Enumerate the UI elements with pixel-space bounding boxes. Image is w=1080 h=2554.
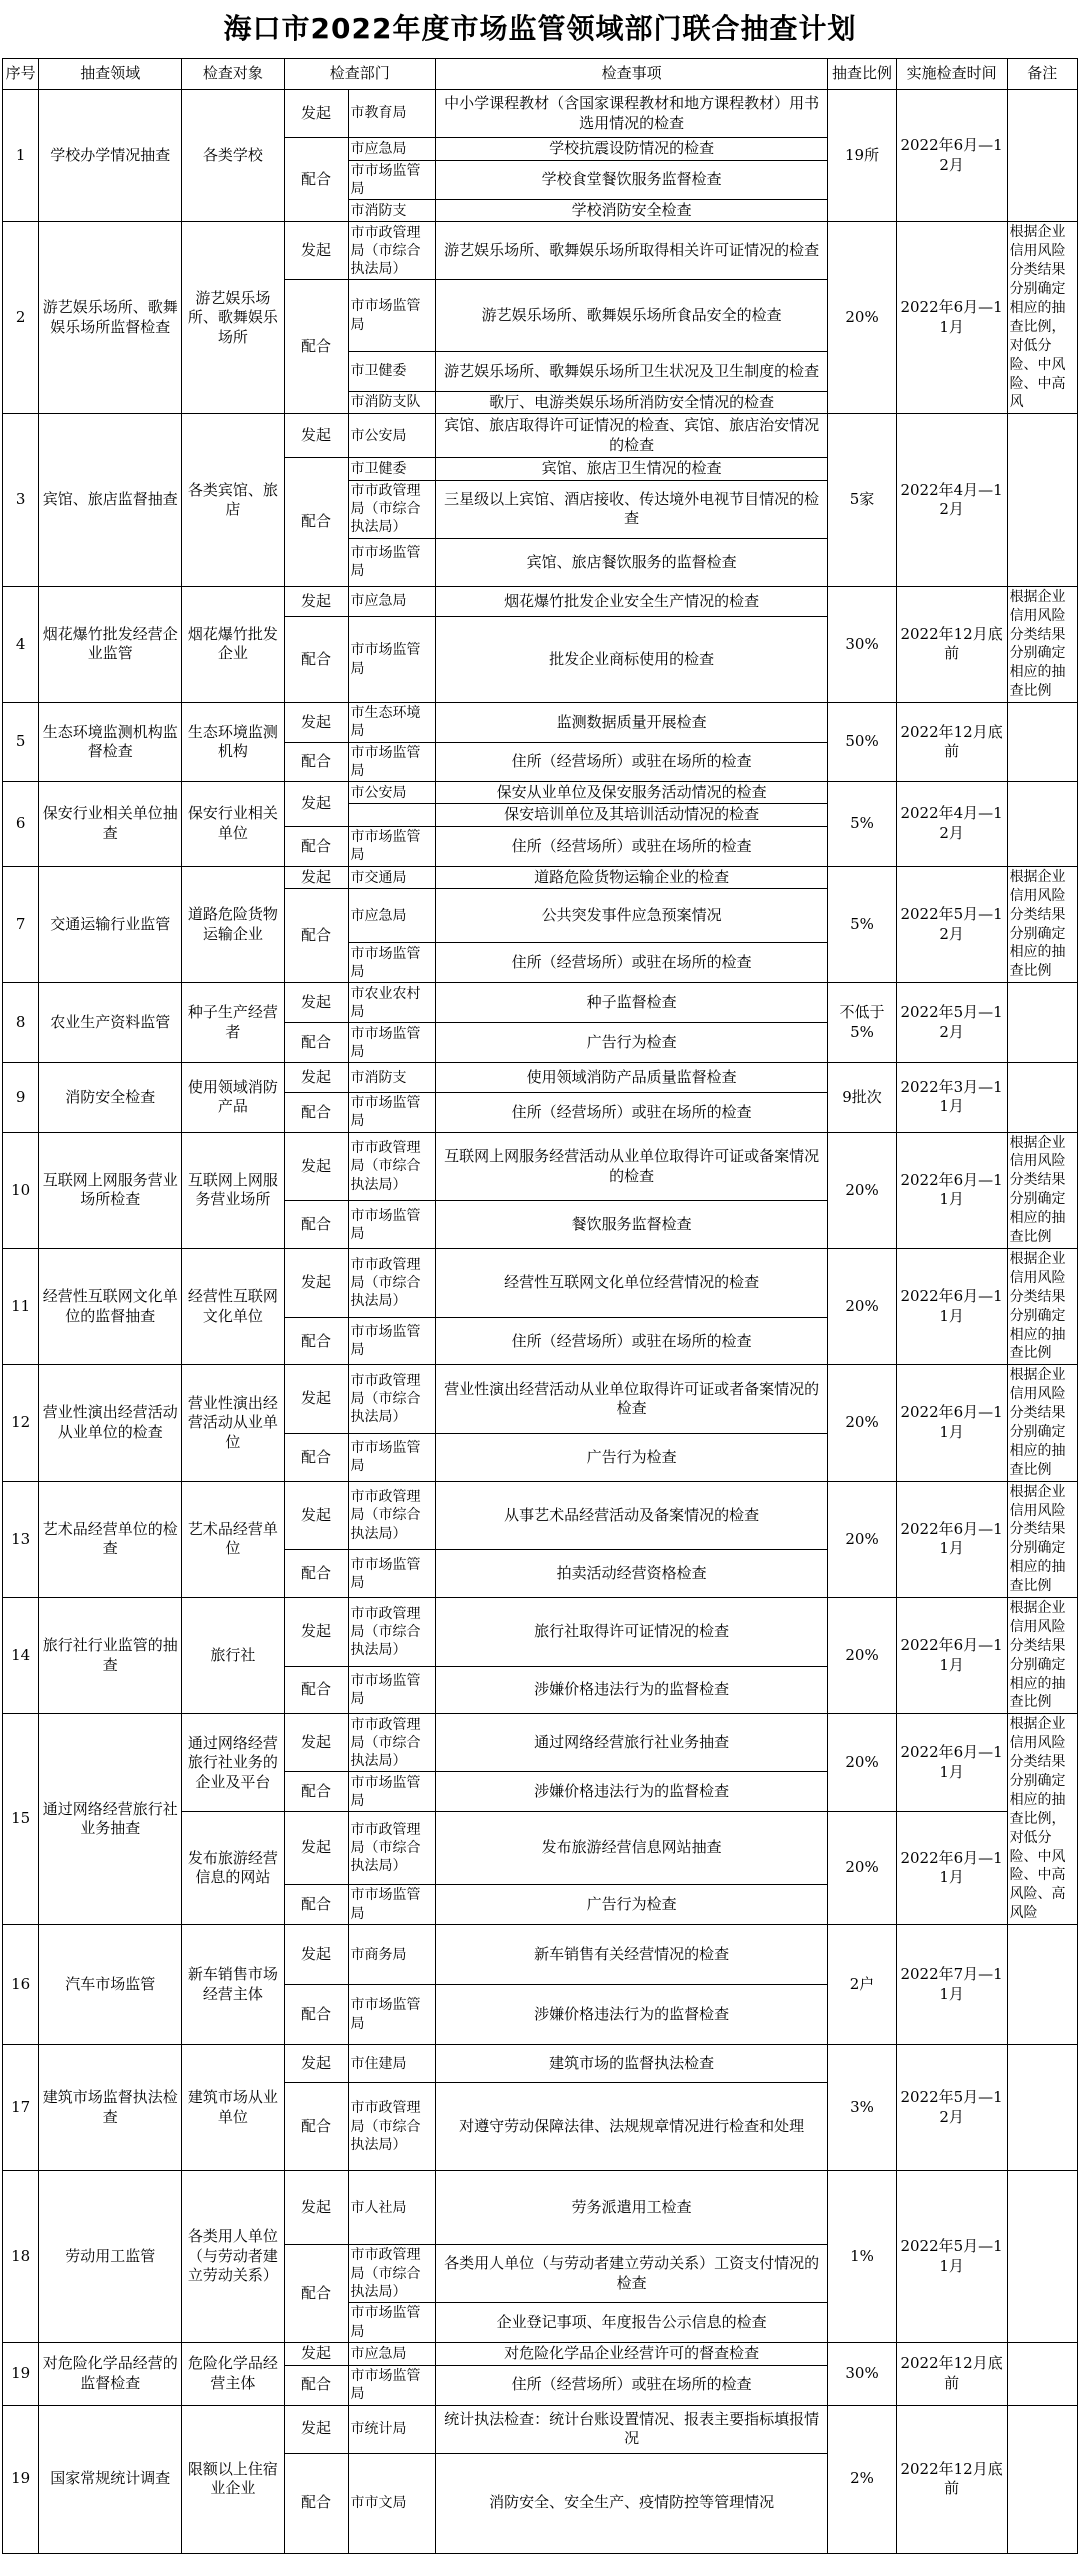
inspection-target: 艺术品经营单位 (182, 1481, 284, 1597)
remarks: 根据企业信用风险分类结果分别确定相应的抽查比例 (1007, 866, 1077, 982)
dept-name: 市市场监管局 (348, 2365, 435, 2405)
dept-name: 市市场监管局 (348, 1666, 435, 1714)
inspection-target: 通过网络经营旅行社业务的企业及平台 (182, 1714, 284, 1812)
table-row (3, 1481, 1078, 1550)
inspection-item: 歌厅、电游类娱乐场所消防安全情况的检查 (435, 391, 827, 414)
dept-role: 配合 (284, 1093, 348, 1132)
dept-role: 发起 (284, 2171, 348, 2245)
inspection-time: 2022年6月—11月 (896, 222, 1007, 414)
inspection-time: 2022年6月—11月 (896, 1132, 1007, 1248)
inspection-plan-table (2, 58, 1078, 2554)
remarks (1007, 414, 1077, 587)
inspection-domain: 营业性演出经营活动从业单位的检查 (39, 1365, 182, 1481)
header-note: 备注 (1007, 59, 1077, 90)
inspection-target: 各类学校 (182, 90, 284, 222)
inspection-target: 生态环境监测机构 (182, 703, 284, 782)
dept-role: 配合 (284, 1434, 348, 1482)
header-time: 实施检查时间 (896, 59, 1007, 90)
inspection-item: 发布旅游经营信息网站抽查 (435, 1812, 827, 1885)
dept-role: 配合 (284, 1985, 348, 2045)
dept-name: 市市场监管局 (348, 2303, 435, 2343)
inspection-item: 监测数据质量开展检查 (435, 703, 827, 742)
inspection-item: 消防安全、安全生产、疫情防控等管理情况 (435, 2453, 827, 2553)
inspection-domain: 建筑市场监督执法检查 (39, 2045, 182, 2171)
inspection-target: 危险化学品经营主体 (182, 2343, 284, 2406)
inspection-domain: 艺术品经营单位的检查 (39, 1481, 182, 1597)
inspection-item: 种子监督检查 (435, 983, 827, 1023)
inspection-target: 保安行业相关单位 (182, 781, 284, 866)
table-row (3, 586, 1078, 616)
inspection-item: 道路危险货物运输企业的检查 (435, 866, 827, 889)
dept-name: 市市政管理局（市综合执法局） (348, 480, 435, 538)
inspection-ratio: 5% (828, 866, 896, 982)
inspection-item: 经营性互联网文化单位经营情况的检查 (435, 1248, 827, 1317)
dept-name: 市市政管理局（市综合执法局） (348, 1812, 435, 1885)
inspection-time: 2022年5月—11月 (896, 2171, 1007, 2343)
inspection-item: 宾馆、旅店取得许可证情况的检查、宾馆、旅店治安情况的检查 (435, 414, 827, 458)
dept-name: 市市场监管局 (348, 538, 435, 586)
inspection-domain: 烟花爆竹批发经营企业监管 (39, 586, 182, 702)
header-dept: 检查部门 (284, 59, 435, 90)
table-row (3, 983, 1078, 1023)
dept-role: 配合 (284, 889, 348, 983)
table-row (3, 1365, 1078, 1434)
dept-role: 配合 (284, 1550, 348, 1598)
row-number: 13 (3, 1481, 39, 1597)
inspection-item: 涉嫌价格违法行为的监督检查 (435, 1772, 827, 1812)
inspection-item: 公共突发事件应急预案情况 (435, 889, 827, 943)
dept-role: 发起 (284, 90, 348, 138)
document-title: 海口市2022年度市场监管领域部门联合抽查计划 (223, 12, 857, 45)
dept-role: 配合 (284, 1772, 348, 1812)
inspection-item: 建筑市场的监督执法检查 (435, 2045, 827, 2083)
dept-role: 配合 (284, 138, 348, 222)
inspection-ratio: 20% (828, 1365, 896, 1481)
inspection-target: 各类用人单位（与劳动者建立劳动关系） (182, 2171, 284, 2343)
inspection-time: 2022年6月—12月 (896, 90, 1007, 222)
dept-role: 发起 (284, 2045, 348, 2083)
inspection-time: 2022年3月—11月 (896, 1063, 1007, 1132)
dept-name: 市市场监管局 (348, 1434, 435, 1482)
dept-name: 市市场监管局 (348, 742, 435, 781)
dept-name: 市市政管理局（市综合执法局） (348, 1481, 435, 1550)
inspection-domain: 生态环境监测机构监督检查 (39, 703, 182, 782)
inspection-time: 2022年6月—11月 (896, 1481, 1007, 1597)
inspection-item: 对危险化学品企业经营许可的督查检查 (435, 2343, 827, 2366)
remarks (1007, 983, 1077, 1063)
inspection-item: 学校消防安全检查 (435, 199, 827, 222)
inspection-item: 营业性演出经营活动从业单位取得许可证或者备案情况的检查 (435, 1365, 827, 1434)
table-row (3, 1132, 1078, 1201)
inspection-target: 发布旅游经营信息的网站 (182, 1812, 284, 1925)
inspection-item: 互联网上网服务经营活动从业单位取得许可证或备案情况的检查 (435, 1132, 827, 1201)
row-number: 9 (3, 1063, 39, 1132)
dept-role: 配合 (284, 1023, 348, 1063)
inspection-item: 旅行社取得许可证情况的检查 (435, 1597, 827, 1666)
inspection-item: 学校抗震设防情况的检查 (435, 138, 827, 161)
inspection-ratio: 5% (828, 781, 896, 866)
table-row (3, 414, 1078, 458)
remarks (1007, 1063, 1077, 1132)
dept-role: 配合 (284, 1318, 348, 1365)
dept-name: 市卫健委 (348, 351, 435, 391)
inspection-time: 2022年12月底前 (896, 2405, 1007, 2553)
dept-role: 发起 (284, 1063, 348, 1093)
header-ratio: 抽查比例 (828, 59, 896, 90)
inspection-ratio: 2户 (828, 1925, 896, 2045)
dept-name: 市市场监管局 (348, 280, 435, 351)
inspection-domain: 保安行业相关单位抽查 (39, 781, 182, 866)
inspection-item: 中小学课程教材（含国家课程教材和地方课程教材）用书选用情况的检查 (435, 90, 827, 138)
table-row (3, 781, 1078, 804)
inspection-target: 营业性演出经营活动从业单位 (182, 1365, 284, 1481)
dept-role: 发起 (284, 1132, 348, 1201)
inspection-item: 宾馆、旅店卫生情况的检查 (435, 458, 827, 481)
remarks: 根据企业信用风险分类结果分别确定相应的抽查比例 (1007, 1597, 1077, 1713)
inspection-time: 2022年5月—12月 (896, 866, 1007, 982)
dept-role: 配合 (284, 617, 348, 703)
dept-name: 市农业农村局 (348, 983, 435, 1023)
inspection-item: 使用领域消防产品质量监督检查 (435, 1063, 827, 1093)
dept-name: 市市场监管局 (348, 1885, 435, 1925)
dept-role: 配合 (284, 1666, 348, 1714)
inspection-item: 广告行为检查 (435, 1885, 827, 1925)
inspection-domain: 消防安全检查 (39, 1063, 182, 1132)
row-number: 5 (3, 703, 39, 782)
inspection-time: 2022年6月—11月 (896, 1812, 1007, 1925)
inspection-item: 三星级以上宾馆、酒店接收、传达境外电视节目情况的检查 (435, 480, 827, 538)
dept-name: 市市政管理局（市综合执法局） (348, 222, 435, 280)
inspection-domain: 互联网上网服务营业场所检查 (39, 1132, 182, 1248)
inspection-item: 住所（经营场所）或驻在场所的检查 (435, 826, 827, 866)
dept-role: 配合 (284, 2365, 348, 2405)
dept-name: 市市场监管局 (348, 1985, 435, 2045)
header-no: 序号 (3, 59, 39, 90)
inspection-domain: 学校办学情况抽查 (39, 90, 182, 222)
inspection-time: 2022年4月—12月 (896, 414, 1007, 587)
inspection-target: 游艺娱乐场所、歌舞娱乐场所 (182, 222, 284, 414)
row-number: 18 (3, 2171, 39, 2343)
dept-name: 市市政管理局（市综合执法局） (348, 2245, 435, 2303)
inspection-ratio: 20% (828, 1812, 896, 1925)
inspection-ratio: 20% (828, 1714, 896, 1812)
table-row (3, 1063, 1078, 1093)
inspection-time: 2022年7月—11月 (896, 1925, 1007, 2045)
dept-name: 市市政管理局（市综合执法局） (348, 2083, 435, 2171)
dept-name: 市市政管理局（市综合执法局） (348, 1132, 435, 1201)
dept-name: 市统计局 (348, 2405, 435, 2453)
dept-name: 市市场监管局 (348, 1318, 435, 1365)
dept-name: 市市场监管局 (348, 1201, 435, 1249)
inspection-ratio: 20% (828, 1597, 896, 1713)
row-number: 3 (3, 414, 39, 587)
inspection-item: 企业登记事项、年度报告公示信息的检查 (435, 2303, 827, 2343)
dept-name: 市消防支 (348, 1063, 435, 1093)
remarks: 根据企业信用风险分类结果分别确定相应的抽查比例，对低分险、中风险、中高风险、高风险 (1007, 1714, 1077, 1925)
dept-role: 发起 (284, 1812, 348, 1885)
inspection-target: 新车销售市场经营主体 (182, 1925, 284, 2045)
remarks (1007, 703, 1077, 782)
inspection-ratio: 30% (828, 2343, 896, 2406)
inspection-domain: 对危险化学品经营的监督检查 (39, 2343, 182, 2406)
dept-name: 市市政管理局（市综合执法局） (348, 1597, 435, 1666)
dept-role: 配合 (284, 2453, 348, 2553)
inspection-domain: 汽车市场监管 (39, 1925, 182, 2045)
row-number: 12 (3, 1365, 39, 1481)
inspection-time: 2022年5月—12月 (896, 983, 1007, 1063)
table-row (3, 1925, 1078, 1985)
inspection-item: 广告行为检查 (435, 1023, 827, 1063)
dept-name: 市市场监管局 (348, 1550, 435, 1598)
row-number: 19 (3, 2343, 39, 2406)
row-number: 1 (3, 90, 39, 222)
dept-role: 发起 (284, 2343, 348, 2366)
inspection-item: 涉嫌价格违法行为的监督检查 (435, 1985, 827, 2045)
inspection-item: 游艺娱乐场所、歌舞娱乐场所取得相关许可证情况的检查 (435, 222, 827, 280)
inspection-domain: 宾馆、旅店监督抽查 (39, 414, 182, 587)
remarks: 根据企业信用风险分类结果分别确定相应的抽查比例 (1007, 1481, 1077, 1597)
dept-name: 市应急局 (348, 138, 435, 161)
inspection-ratio: 1% (828, 2171, 896, 2343)
remarks (1007, 2343, 1077, 2406)
table-row (3, 2045, 1078, 2083)
table-row (3, 222, 1078, 280)
table-row (3, 2405, 1078, 2453)
dept-name: 市市场监管局 (348, 1023, 435, 1063)
header-target: 检查对象 (182, 59, 284, 90)
remarks: 根据企业信用风险分类结果分别确定相应的抽查比例 (1007, 1365, 1077, 1481)
dept-role: 配合 (284, 458, 348, 587)
remarks: 根据企业信用风险分类结果分别确定相应的抽查比例 (1007, 586, 1077, 702)
inspection-item: 学校食堂餐饮服务监督检查 (435, 160, 827, 199)
inspection-item: 住所（经营场所）或驻在场所的检查 (435, 2365, 827, 2405)
dept-name: 市市场监管局 (348, 943, 435, 983)
dept-role: 发起 (284, 586, 348, 616)
dept-role: 发起 (284, 222, 348, 280)
inspection-item: 对遵守劳动保障法律、法规规章情况进行检查和处理 (435, 2083, 827, 2171)
inspection-item: 游艺娱乐场所、歌舞娱乐场所食品安全的检查 (435, 280, 827, 351)
remarks: 根据企业信用风险分类结果分别确定相应的抽查比例 (1007, 1248, 1077, 1364)
header-domain: 抽查领域 (39, 59, 182, 90)
table-row (3, 1248, 1078, 1317)
row-number: 11 (3, 1248, 39, 1364)
inspection-target: 种子生产经营者 (182, 983, 284, 1063)
dept-role: 发起 (284, 983, 348, 1023)
dept-name: 市市场监管局 (348, 1772, 435, 1812)
dept-name: 市人社局 (348, 2171, 435, 2245)
dept-role: 发起 (284, 703, 348, 742)
inspection-item: 批发企业商标使用的检查 (435, 617, 827, 703)
inspection-item: 新车销售有关经营情况的检查 (435, 1925, 827, 1985)
dept-name: 市消防支 (348, 199, 435, 222)
dept-name: 市商务局 (348, 1925, 435, 1985)
inspection-domain: 通过网络经营旅行社业务抽查 (39, 1714, 182, 1925)
dept-role: 发起 (284, 1925, 348, 1985)
header-item: 检查事项 (435, 59, 827, 90)
inspection-domain: 经营性互联网文化单位的监督抽查 (39, 1248, 182, 1364)
inspection-time: 2022年6月—11月 (896, 1714, 1007, 1812)
inspection-target: 烟花爆竹批发企业 (182, 586, 284, 702)
dept-role: 发起 (284, 866, 348, 889)
row-number: 17 (3, 2045, 39, 2171)
inspection-time: 2022年4月—12月 (896, 781, 1007, 866)
dept-role: 配合 (284, 280, 348, 414)
inspection-item: 住所（经营场所）或驻在场所的检查 (435, 943, 827, 983)
inspection-target: 互联网上网服务营业场所 (182, 1132, 284, 1248)
table-row (3, 2343, 1078, 2366)
inspection-item: 餐饮服务监督检查 (435, 1201, 827, 1249)
row-number: 7 (3, 866, 39, 982)
dept-name: 市市政管理局（市综合执法局） (348, 1714, 435, 1772)
inspection-item: 各类用人单位（与劳动者建立劳动关系）工资支付情况的检查 (435, 2245, 827, 2303)
dept-role: 配合 (284, 2245, 348, 2343)
dept-name: 市市政管理局（市综合执法局） (348, 1365, 435, 1434)
inspection-ratio: 20% (828, 1248, 896, 1364)
inspection-item: 保安培训单位及其培训活动情况的检查 (435, 804, 827, 827)
inspection-time: 2022年12月底前 (896, 586, 1007, 702)
inspection-ratio: 20% (828, 1132, 896, 1248)
dept-name: 市公安局 (348, 781, 435, 804)
inspection-ratio: 19所 (828, 90, 896, 222)
inspection-target: 经营性互联网文化单位 (182, 1248, 284, 1364)
row-number: 2 (3, 222, 39, 414)
remarks: 根据企业信用风险分类结果分别确定相应的抽查比例，对低分险、中风险、中高风 (1007, 222, 1077, 414)
remarks (1007, 2045, 1077, 2171)
inspection-ratio: 9批次 (828, 1063, 896, 1132)
inspection-target: 建筑市场从业单位 (182, 2045, 284, 2171)
inspection-target: 使用领域消防产品 (182, 1063, 284, 1132)
remarks (1007, 2171, 1077, 2343)
inspection-item: 保安从业单位及保安服务活动情况的检查 (435, 781, 827, 804)
inspection-ratio: 50% (828, 703, 896, 782)
inspection-item: 涉嫌价格违法行为的监督检查 (435, 1666, 827, 1714)
inspection-ratio: 2% (828, 2405, 896, 2553)
remarks (1007, 1925, 1077, 2045)
inspection-item: 烟花爆竹批发企业安全生产情况的检查 (435, 586, 827, 616)
remarks (1007, 90, 1077, 222)
inspection-ratio: 3% (828, 2045, 896, 2171)
inspection-domain: 交通运输行业监管 (39, 866, 182, 982)
inspection-item: 游艺娱乐场所、歌舞娱乐场所卫生状况及卫生制度的检查 (435, 351, 827, 391)
dept-name: 市卫健委 (348, 458, 435, 481)
dept-name: 市市场监管局 (348, 826, 435, 866)
dept-role: 配合 (284, 1201, 348, 1249)
inspection-time: 2022年12月底前 (896, 703, 1007, 782)
row-number: 6 (3, 781, 39, 866)
inspection-item: 住所（经营场所）或驻在场所的检查 (435, 1318, 827, 1365)
inspection-ratio: 30% (828, 586, 896, 702)
inspection-item: 从事艺术品经营活动及备案情况的检查 (435, 1481, 827, 1550)
row-number: 15 (3, 1714, 39, 1925)
inspection-item: 住所（经营场所）或驻在场所的检查 (435, 1093, 827, 1132)
dept-name: 市生态环境局 (348, 703, 435, 742)
dept-role: 发起 (284, 1714, 348, 1772)
row-number: 19 (3, 2405, 39, 2553)
dept-role: 配合 (284, 2083, 348, 2171)
dept-name: 市市文局 (348, 2453, 435, 2553)
inspection-item: 通过网络经营旅行社业务抽查 (435, 1714, 827, 1772)
row-number: 10 (3, 1132, 39, 1248)
remarks (1007, 781, 1077, 866)
inspection-item: 劳务派遣用工检查 (435, 2171, 827, 2245)
dept-role: 配合 (284, 1885, 348, 1925)
table-row (3, 2171, 1078, 2245)
inspection-domain: 旅行社行业监管的抽查 (39, 1597, 182, 1713)
dept-role: 配合 (284, 826, 348, 866)
dept-name: 市市政管理局（市综合执法局） (348, 1248, 435, 1317)
dept-name: 市市场监管局 (348, 160, 435, 199)
dept-name: 市消防支队 (348, 391, 435, 414)
inspection-domain: 农业生产资料监管 (39, 983, 182, 1063)
inspection-time: 2022年12月底前 (896, 2343, 1007, 2406)
table-row (3, 703, 1078, 742)
inspection-ratio: 20% (828, 222, 896, 414)
dept-name (348, 804, 435, 827)
row-number: 16 (3, 1925, 39, 2045)
dept-role: 发起 (284, 1365, 348, 1434)
dept-name: 市市场监管局 (348, 617, 435, 703)
dept-name: 市住建局 (348, 2045, 435, 2083)
table-row (3, 866, 1078, 889)
dept-role: 配合 (284, 742, 348, 781)
row-number: 4 (3, 586, 39, 702)
inspection-domain: 国家常规统计调查 (39, 2405, 182, 2553)
dept-name: 市应急局 (348, 2343, 435, 2366)
inspection-time: 2022年6月—11月 (896, 1248, 1007, 1364)
inspection-domain: 游艺娱乐场所、歌舞娱乐场所监督检查 (39, 222, 182, 414)
dept-role: 发起 (284, 1248, 348, 1317)
inspection-target: 限额以上住宿业企业 (182, 2405, 284, 2553)
dept-name: 市应急局 (348, 889, 435, 943)
table-row (3, 90, 1078, 138)
inspection-item: 住所（经营场所）或驻在场所的检查 (435, 742, 827, 781)
inspection-time: 2022年6月—11月 (896, 1597, 1007, 1713)
dept-role: 发起 (284, 1597, 348, 1666)
dept-name: 市市场监管局 (348, 1093, 435, 1132)
table-row (3, 1714, 1078, 1772)
inspection-time: 2022年6月—11月 (896, 1365, 1007, 1481)
remarks: 根据企业信用风险分类结果分别确定相应的抽查比例 (1007, 1132, 1077, 1248)
dept-role: 发起 (284, 1481, 348, 1550)
row-number: 14 (3, 1597, 39, 1713)
inspection-ratio: 不低于5% (828, 983, 896, 1063)
dept-role: 发起 (284, 2405, 348, 2453)
inspection-target: 道路危险货物运输企业 (182, 866, 284, 982)
inspection-item: 拍卖活动经营资格检查 (435, 1550, 827, 1598)
inspection-item: 统计执法检查：统计台账设置情况、报表主要指标填报情况 (435, 2405, 827, 2453)
inspection-time: 2022年5月—12月 (896, 2045, 1007, 2171)
dept-name: 市公安局 (348, 414, 435, 458)
table-row (3, 1597, 1078, 1666)
dept-role: 发起 (284, 414, 348, 458)
dept-name: 市应急局 (348, 586, 435, 616)
inspection-item: 广告行为检查 (435, 1434, 827, 1482)
row-number: 8 (3, 983, 39, 1063)
inspection-target: 各类宾馆、旅店 (182, 414, 284, 587)
dept-role: 发起 (284, 781, 348, 826)
dept-name: 市教育局 (348, 90, 435, 138)
inspection-item: 宾馆、旅店餐饮服务的监督检查 (435, 538, 827, 586)
inspection-domain: 劳动用工监管 (39, 2171, 182, 2343)
dept-name: 市交通局 (348, 866, 435, 889)
table-header-row (3, 59, 1078, 90)
inspection-ratio: 5家 (828, 414, 896, 587)
inspection-target: 旅行社 (182, 1597, 284, 1713)
remarks (1007, 2405, 1077, 2553)
inspection-ratio: 20% (828, 1481, 896, 1597)
